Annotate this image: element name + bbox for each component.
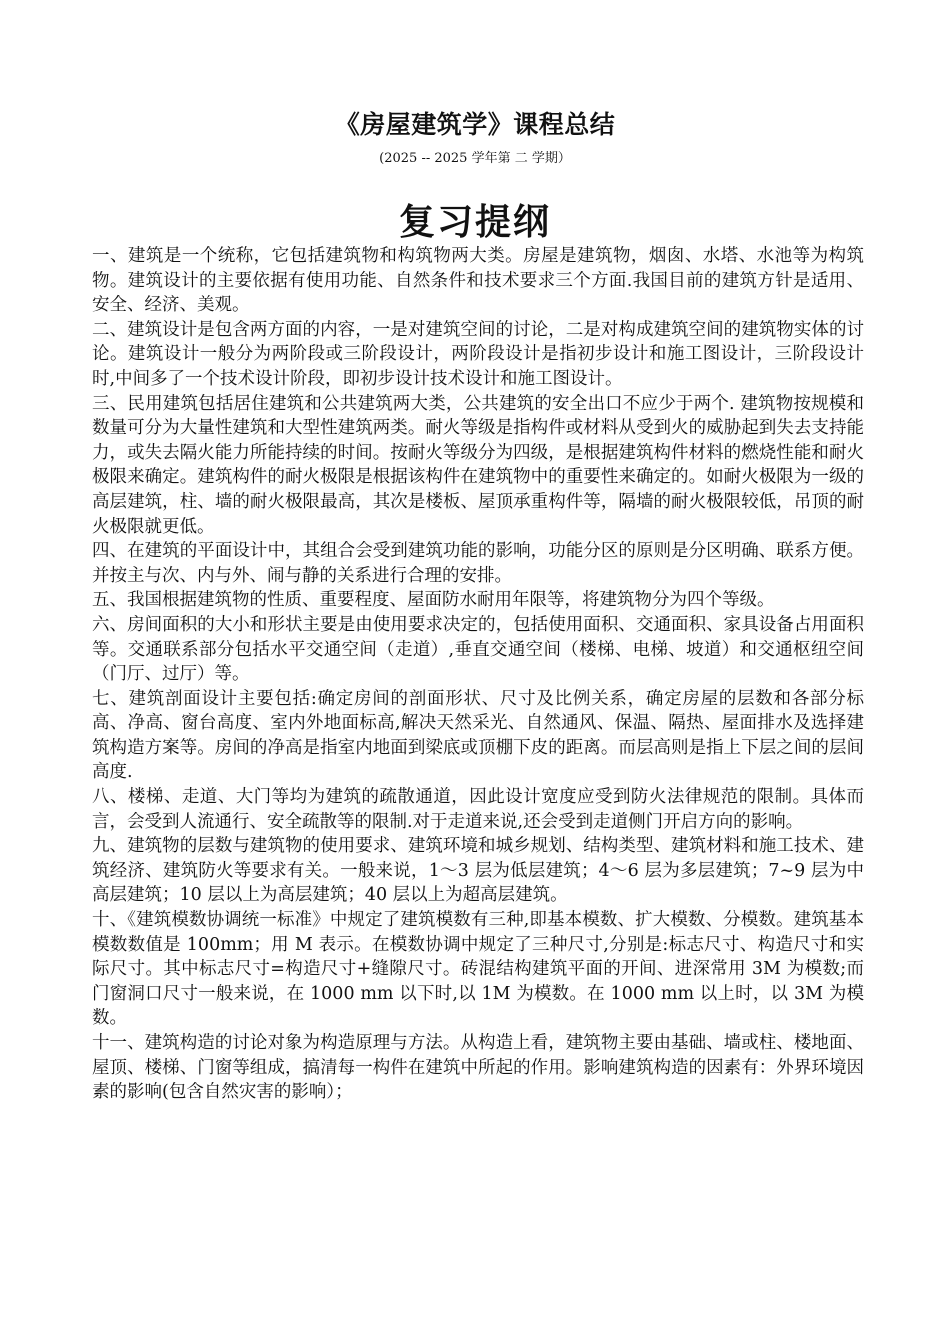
paragraph-6: 六、房间面积的大小和形状主要是由使用要求决定的，包括使用面积、交通面积、家具设备占用面积等。交通联系部分包括水平交通空间（走道）,垂直交通空间（楼梯、电梯、坡道）和交通枢纽空间（门厅、过厅）等。 <box>92 614 864 685</box>
paragraph-5: 五、我国根据建筑物的性质、重要程度、屋面防水耐用年限等，将建筑物分为四个等级。 <box>92 590 775 611</box>
document-subtitle: (2025 -- 2025 学年第 二 学期） <box>379 151 571 166</box>
document-title: 《房屋建筑学》课程总结 <box>334 110 616 139</box>
outline-heading: 复习提纲 <box>398 202 551 243</box>
paragraph-2: 二、建筑设计是包含两方面的内容，一是对建筑空间的讨论，二是对构成建筑空间的建筑物实体的讨论。建筑设计一般分为两阶段或三阶段设计，两阶段设计是指初步设计和施工图设计，三阶段设计时,中间多了一个技术设计阶段，即初步设计技术设计和施工图设计。 <box>92 319 864 389</box>
paragraph-11: 十一、建筑构造的讨论对象为构造原理与方法。从构造上看，建筑物主要由基础、墙或柱、楼地面、屋顶、楼梯、门窗等组成，搞清每一构件在建筑中所起的作用。影响建筑构造的因素有：外界环境因素的影响(包含自然灾害的影响）； <box>92 1033 864 1103</box>
paragraph-8: 八、楼梯、走道、大门等均为建筑的疏散通道，因此设计宽度应受到防火法律规范的限制。具体而言，会受到人流通行、安全疏散等的限制.对于走道来说,还会受到走道侧门开启方向的影响。 <box>92 787 864 832</box>
paragraph-3: 三、民用建筑包括居住建筑和公共建筑两大类，公共建筑的安全出口不应少于两个. 建筑物按规模和数量可分为大量性建筑和大型性建筑两类。耐火等级是指构件或材料从受到火的威胁起到失去支持能力，或失去隔火能力所能持续的时间。按耐火等级分为四级，是根据建筑构件材料的燃烧性能和耐火极限来确定。建筑构件的耐火极限是根据该构件在建筑物中的重要性来确定的。如耐火极限为一级的高层建筑，柱、墙的耐火极限最高，其次是楼板、屋顶承重构件等，隔墙的耐火极限较低，吊顶的耐火极限就更低。 <box>92 393 864 537</box>
paragraph-9: 九、建筑物的层数与建筑物的使用要求、建筑环境和城乡规划、结构类型、建筑材料和施工技术、建筑经济、建筑防火等要求有关。一般来说，1～3 层为低层建筑；4～6 层为多层建筑；7~9 层为中高层建筑；10 层以上为高层建筑；40 层以上为超高层建筑。 <box>92 836 864 906</box>
paragraph-7: 七、建筑剖面设计主要包括:确定房间的剖面形状、尺寸及比例关系，确定房屋的层数和各部分标高、净高、窗台高度、室内外地面标高,解决天然采光、自然通风、保温、隔热、屋面排水及选择建筑构造方案等。房间的净高是指室内地面到梁底或顶棚下皮的距离。而层高则是指上下层之间的层间高度. <box>92 688 864 783</box>
paragraph-10: 十、《建筑模数协调统一标准》中规定了建筑模数有三种,即基本模数、扩大模数、分模数。建筑基本模数数值是 100mm；用 M 表示。在模数协调中规定了三种尺寸,分别是:标志尺寸、构造尺寸和实际尺寸。其中标志尺寸=构造尺寸+缝隙尺寸。砖混结构建筑平面的开间、进深常用 3M 为模数;而门窗洞口尺寸一般来说，在 1000 mm 以下时,以 1M 为模数。在 1000 mm 以上时，以 3M 为模数。 <box>92 910 864 1029</box>
paragraph-4: 四、在建筑的平面设计中，其组合会受到建筑功能的影响，功能分区的原则是分区明确、联系方便。并按主与次、内与外、闹与静的关系进行合理的安排。 <box>92 541 864 586</box>
paragraph-1: 一、建筑是一个统称，它包括建筑物和构筑物两大类。房屋是建筑物，烟囱、水塔、水池等为构筑物。建筑设计的主要依据有使用功能、自然条件和技术要求三个方面.我国目前的建筑方针是适用、安全、经济、美观。 <box>92 246 864 316</box>
document-body <box>92 244 864 1105</box>
